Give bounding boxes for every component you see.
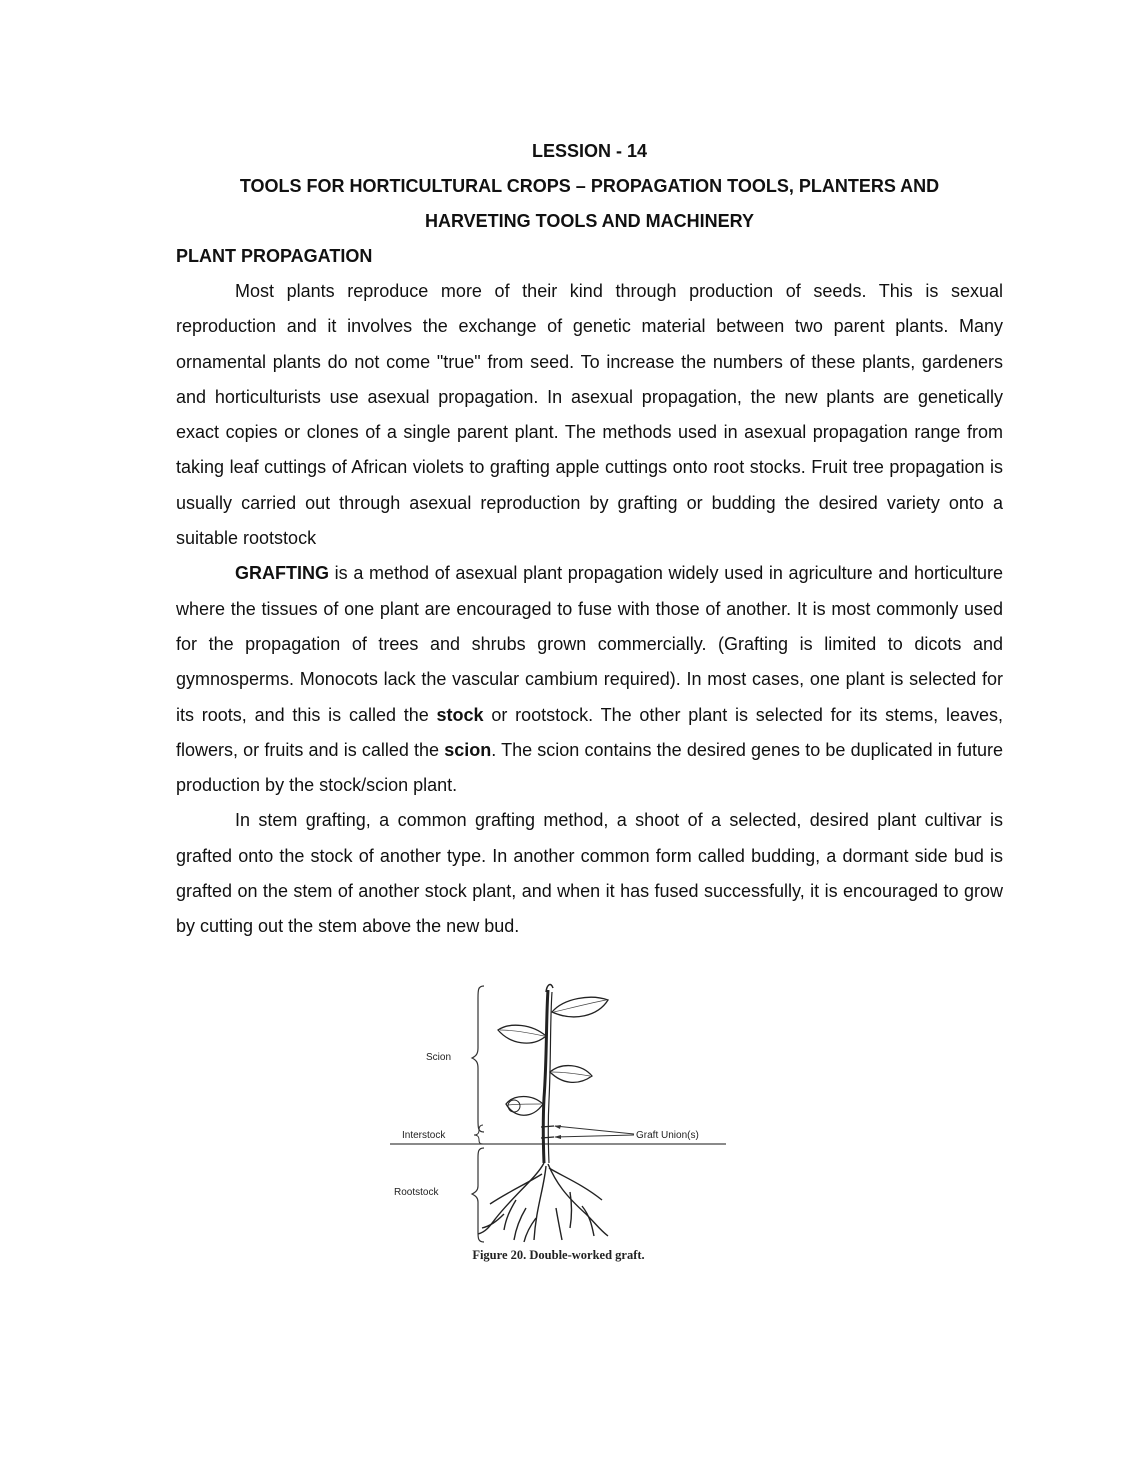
scion-brace xyxy=(472,986,484,1132)
term-stock: stock xyxy=(436,704,484,725)
paragraph-propagation: Most plants reproduce more of their kind through production of seeds. This is sexual reproduction and it involves the exchange of genetic material between two parent plants. Many ornamental plants do not come "true" from seed. To increase the numbers of these plants, gardeners and horticulturists use asexual propagation. In asexual propagation, the new plants are genetically exact copies or clones of a single parent plant. The methods used in asexual propagation range from taking leaf cuttings of African violets to grafting apple cuttings onto root stocks. Fruit tree propagation is usually carried out through asexual reproduction by grafting or budding the desired variety onto a suitable rootstock xyxy=(176,281,1003,549)
grafting-text-a: is a method of asexual plant propagation widely used in agriculture and horticulture where the tissues of one plant are encouraged to fuse with those of another. It is most commonly used for the propagation of trees and shrubs grown commercially. (Grafting is limited to dicots and gymnosperms. Monocots lack the vascular cambium required). In most cases, one plant is selected for its roots, and this is called the xyxy=(176,563,1003,725)
leaf-left xyxy=(498,1025,546,1043)
leaf-top-right xyxy=(552,997,608,1017)
leaf-mid-right xyxy=(550,1066,592,1083)
figure-caption: Figure 20. Double-worked graft. xyxy=(472,1248,645,1262)
leaf-lower-left xyxy=(506,1097,543,1116)
term-scion: scion xyxy=(444,739,492,760)
lesson-title-line2: HARVETING TOOLS AND MACHINERY xyxy=(424,211,755,231)
graft-figure xyxy=(386,978,731,1270)
paragraph-grafting xyxy=(176,556,1003,803)
label-interstock: Interstock xyxy=(402,1130,446,1141)
paragraph-stem-grafting: In stem grafting, a common grafting method, a shoot of a selected, desired plant cultivar is grafted onto the stock of another type. In another common form called budding, a dormant side bud is grafted on the stem of another stock plant, and when it has fused successfully, it is encouraged to grow by cutting out the stem above the new bud. xyxy=(176,810,1003,937)
term-grafting: GRAFTING xyxy=(235,563,329,584)
section-heading: PLANT PROPAGATION xyxy=(176,246,373,266)
document-page xyxy=(176,130,1003,945)
plant-roots xyxy=(478,1163,608,1242)
grafting-text-c: . The scion contains the desired genes to be duplicated in future production by the stock/scion plant. xyxy=(176,739,1003,796)
graft-illustration xyxy=(386,978,731,1248)
label-rootstock: Rootstock xyxy=(394,1187,439,1198)
grafting-text-b: or rootstock. The other plant is selected for its stems, leaves, flowers, or fruits and is called the xyxy=(176,704,1003,760)
lesson-title-line1: TOOLS FOR HORTICULTURAL CROPS – PROPAGATION TOOLS, PLANTERS AND xyxy=(239,176,940,196)
lesson-number: LESSION - 14 xyxy=(531,141,648,161)
label-graft-union: Graft Union(s) xyxy=(636,1130,699,1141)
label-scion: Scion xyxy=(426,1052,452,1063)
